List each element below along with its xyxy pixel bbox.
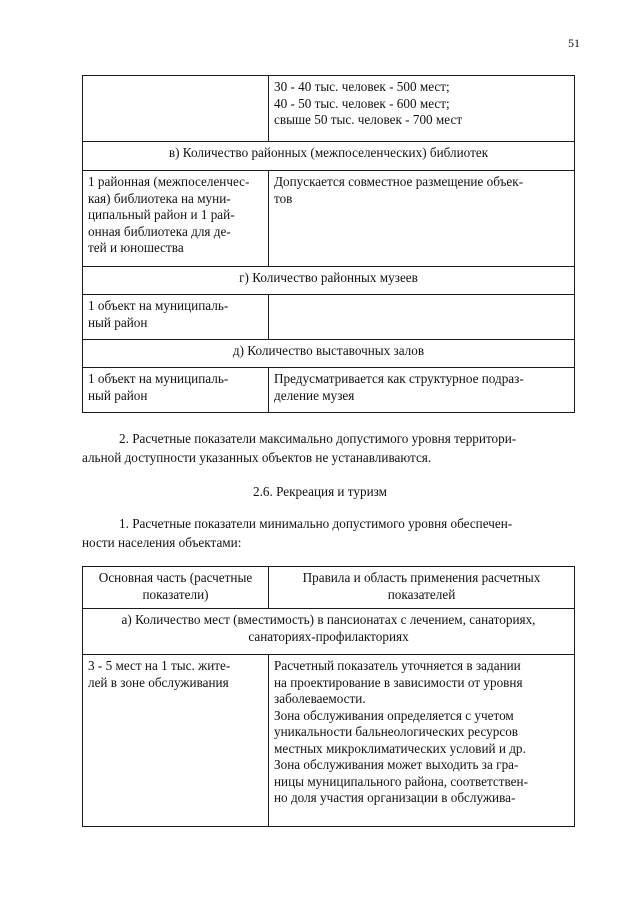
table-row	[83, 368, 575, 413]
cell-line: 3 - 5 мест на 1 тыс. жите-	[88, 658, 231, 673]
cell-line: Расчетный показатель уточняется в задании	[274, 658, 521, 673]
header-line: Правила и область применения расчетных	[302, 570, 541, 585]
cell-line: Предусматривается как структурное подраз-	[274, 371, 524, 386]
header-line: Основная часть (расчетные	[98, 570, 253, 585]
header-line: показателей	[387, 586, 456, 602]
paragraph-line: 1. Расчетные показатели минимально допустимого уровня обеспечен-	[119, 516, 513, 531]
table-row	[83, 655, 575, 827]
table-cell-empty	[83, 76, 269, 142]
cell-line: тов	[274, 190, 293, 206]
exhibition-norm-cell	[83, 368, 269, 413]
cell-line: ципальный район и 1 рай-	[88, 207, 235, 222]
capacity-norm-line: 40 - 50 тыс. человек - 600 мест;	[274, 95, 450, 111]
cell-line: 1 районная (межпоселенчес-	[88, 174, 250, 189]
section-heading-museums: г) Количество районных музеев	[83, 267, 575, 295]
cell-paragraph	[274, 708, 569, 758]
cell-line: онная библиотека для де-	[88, 223, 231, 239]
facilities-table	[82, 75, 575, 413]
paragraph-provision	[82, 514, 574, 552]
cell-line: местных микроклиматических условий и др.	[274, 740, 526, 756]
cell-line: деление музея	[274, 387, 355, 403]
cell-line: 1 объект на муниципаль-	[88, 371, 229, 386]
section-heading-exhibition-halls: д) Количество выставочных залов	[83, 340, 575, 368]
header-main-part	[83, 567, 269, 609]
header-line: показатели)	[142, 586, 209, 602]
cell-line: Допускается совместное размещение объек-	[274, 174, 524, 189]
cell-line: уникальности бальнеологических ресурсов	[274, 724, 519, 739]
recreation-table	[82, 566, 575, 827]
section-row	[83, 340, 575, 368]
section-line: санаториях-профилакториях	[248, 628, 409, 644]
paragraph-accessibility	[82, 429, 574, 467]
capacity-norm-line: 30 - 40 тыс. человек - 500 мест;	[274, 79, 450, 94]
cell-line: ный район	[88, 314, 148, 330]
table-cell-empty	[269, 295, 575, 340]
exhibition-rule-cell	[269, 368, 575, 413]
section-row	[83, 267, 575, 295]
cell-paragraph	[274, 757, 569, 807]
cell-line: Зона обслуживания определяется с учетом	[274, 707, 514, 723]
cell-line: тей и юношества	[88, 240, 184, 255]
cell-line: 1 объект на муниципаль-	[88, 298, 229, 313]
page-number: 51	[568, 36, 580, 50]
sanatorium-rules-cell	[269, 655, 575, 827]
section-row	[83, 142, 575, 171]
cell-line: кая) библиотека на муни-	[88, 190, 231, 206]
libraries-rule-cell	[269, 171, 575, 267]
table-row	[83, 295, 575, 340]
cell-line: лей в зоне обслуживания	[88, 674, 229, 690]
paragraph-line: 2. Расчетные показатели максимально допустимого уровня территори-	[119, 431, 517, 446]
paragraph-line: ности населения объектами:	[82, 535, 242, 550]
section-row	[83, 609, 575, 655]
header-rules	[269, 567, 575, 609]
header-row	[83, 567, 575, 609]
cell-paragraph	[274, 658, 569, 708]
capacity-norms-cell	[269, 76, 575, 142]
section-line: а) Количество мест (вместимость) в пансионатах с лечением, санаториях,	[121, 612, 536, 627]
section-heading-libraries: в) Количество районных (межпоселенческих) библиотек	[83, 142, 575, 171]
paragraph-line: альной доступности указанных объектов не устанавливаются.	[82, 450, 432, 465]
table-row	[83, 76, 575, 142]
cell-line: заболеваемости.	[274, 691, 366, 706]
section-heading-recreation: 2.6. Рекреация и туризм	[253, 484, 387, 499]
museums-norm-cell	[83, 295, 269, 340]
cell-line: ный район	[88, 387, 148, 403]
cell-line: но доля участия организации в обслужива-	[274, 790, 516, 805]
sanatorium-norm-cell	[83, 655, 269, 827]
cell-line: на проектирование в зависимости от уровня	[274, 674, 523, 690]
section-heading-sanatoriums	[83, 609, 575, 655]
cell-line: Зона обслуживания может выходить за гра-	[274, 757, 519, 772]
cell-line: ницы муниципального района, соответствен-	[274, 773, 528, 789]
table-row	[83, 171, 575, 267]
capacity-norm-line: свыше 50 тыс. человек - 700 мест	[274, 112, 463, 127]
libraries-norm-cell	[83, 171, 269, 267]
